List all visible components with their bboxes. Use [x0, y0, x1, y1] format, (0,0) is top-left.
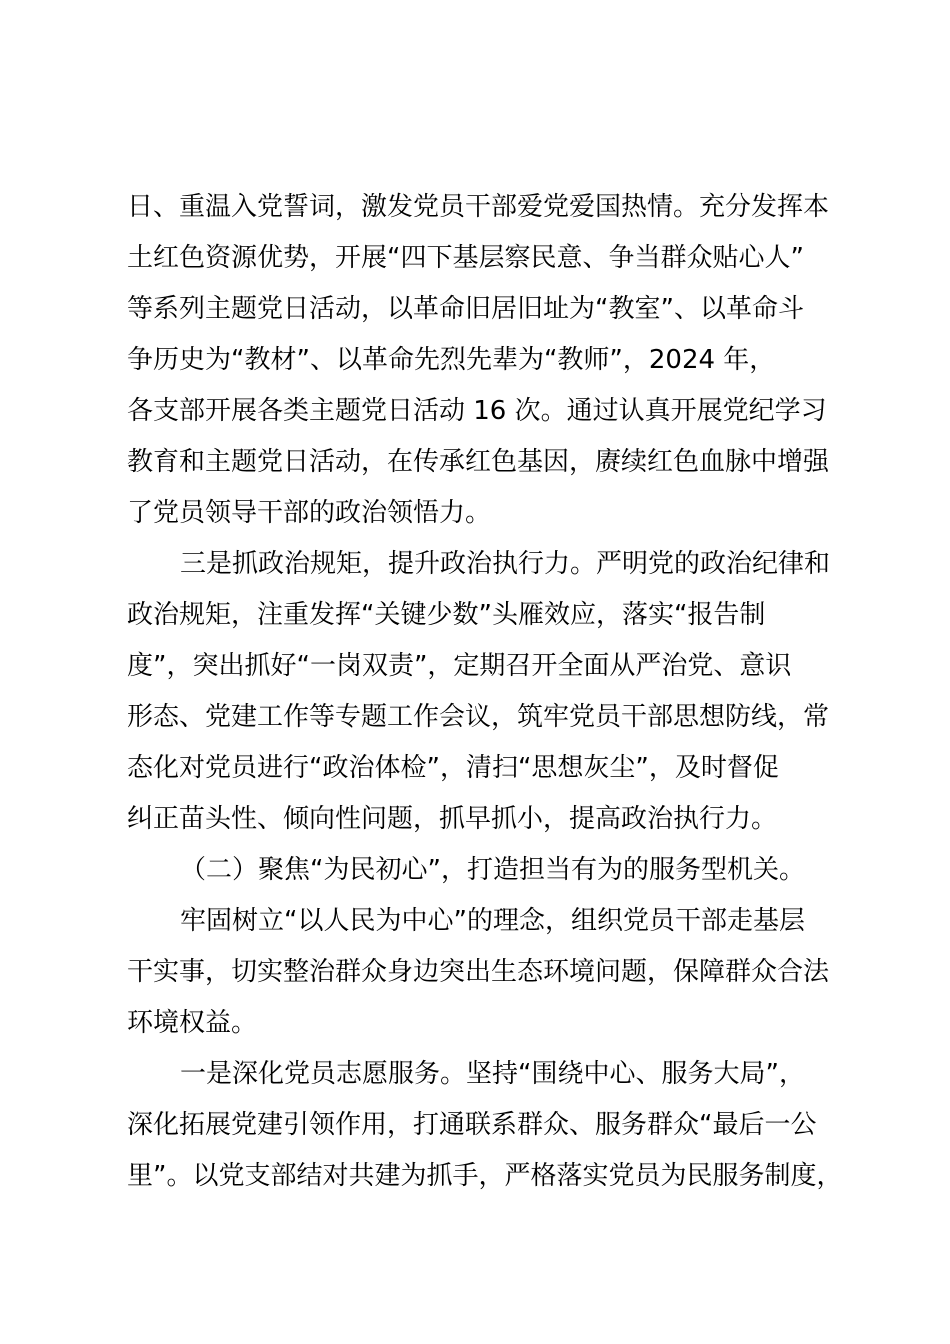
- text-line: 里”。以党支部结对共建为抓手，严格落实党员为民服务制度，: [127, 1161, 843, 1191]
- paragraph-first-line: 一是深化党员志愿服务。坚持“围绕中心、服务大局”，: [180, 1059, 805, 1089]
- text-line: 深化拓展党建引领作用，打通联系群众、服务群众“最后一公: [127, 1110, 817, 1140]
- paragraph-first-line: 牢固树立“以人民为中心”的理念，组织党员干部走基层: [180, 906, 805, 936]
- text-line: 各支部开展各类主题党日活动 16 次。通过认真开展党纪学习: [127, 396, 827, 426]
- text-line: 环境权益。: [127, 1008, 258, 1038]
- text-line: 日、重温入党誓词，激发党员干部爱党爱国热情。充分发挥本: [127, 192, 830, 222]
- text-line: 争历史为“教材”、以革命先烈先辈为“教师”，2024 年，: [127, 345, 776, 375]
- text-line: 了党员领导干部的政治领悟力。: [127, 498, 492, 528]
- section-heading: （二）聚焦“为民初心”，打造担当有为的服务型机关。: [180, 855, 805, 885]
- text-line: 干实事，切实整治群众身边突出生态环境问题，保障群众合法: [127, 957, 830, 987]
- text-line: 度”，突出抓好“一岗双责”，定期召开全面从严治党、意识: [127, 651, 792, 681]
- text-line: 纠正苗头性、倾向性问题，抓早抓小，提高政治执行力。: [127, 804, 778, 834]
- text-line: 等系列主题党日活动，以革命旧居旧址为“教室”、以革命斗: [127, 294, 804, 324]
- text-line: 教育和主题党日活动，在传承红色基因，赓续红色血脉中增强: [127, 447, 830, 477]
- text-line: 形态、党建工作等专题工作会议，筑牢党员干部思想防线，常: [127, 702, 830, 732]
- text-line: 政治规矩，注重发挥“关键少数”头雁效应，落实“报告制: [127, 600, 766, 630]
- text-line: 土红色资源优势，开展“四下基层察民意、争当群众贴心人”: [127, 243, 804, 273]
- paragraph-first-line: 三是抓政治规矩，提升政治执行力。严明党的政治纪律和: [180, 549, 831, 579]
- text-line: 态化对党员进行“政治体检”，清扫“思想灰尘”，及时督促: [127, 753, 779, 783]
